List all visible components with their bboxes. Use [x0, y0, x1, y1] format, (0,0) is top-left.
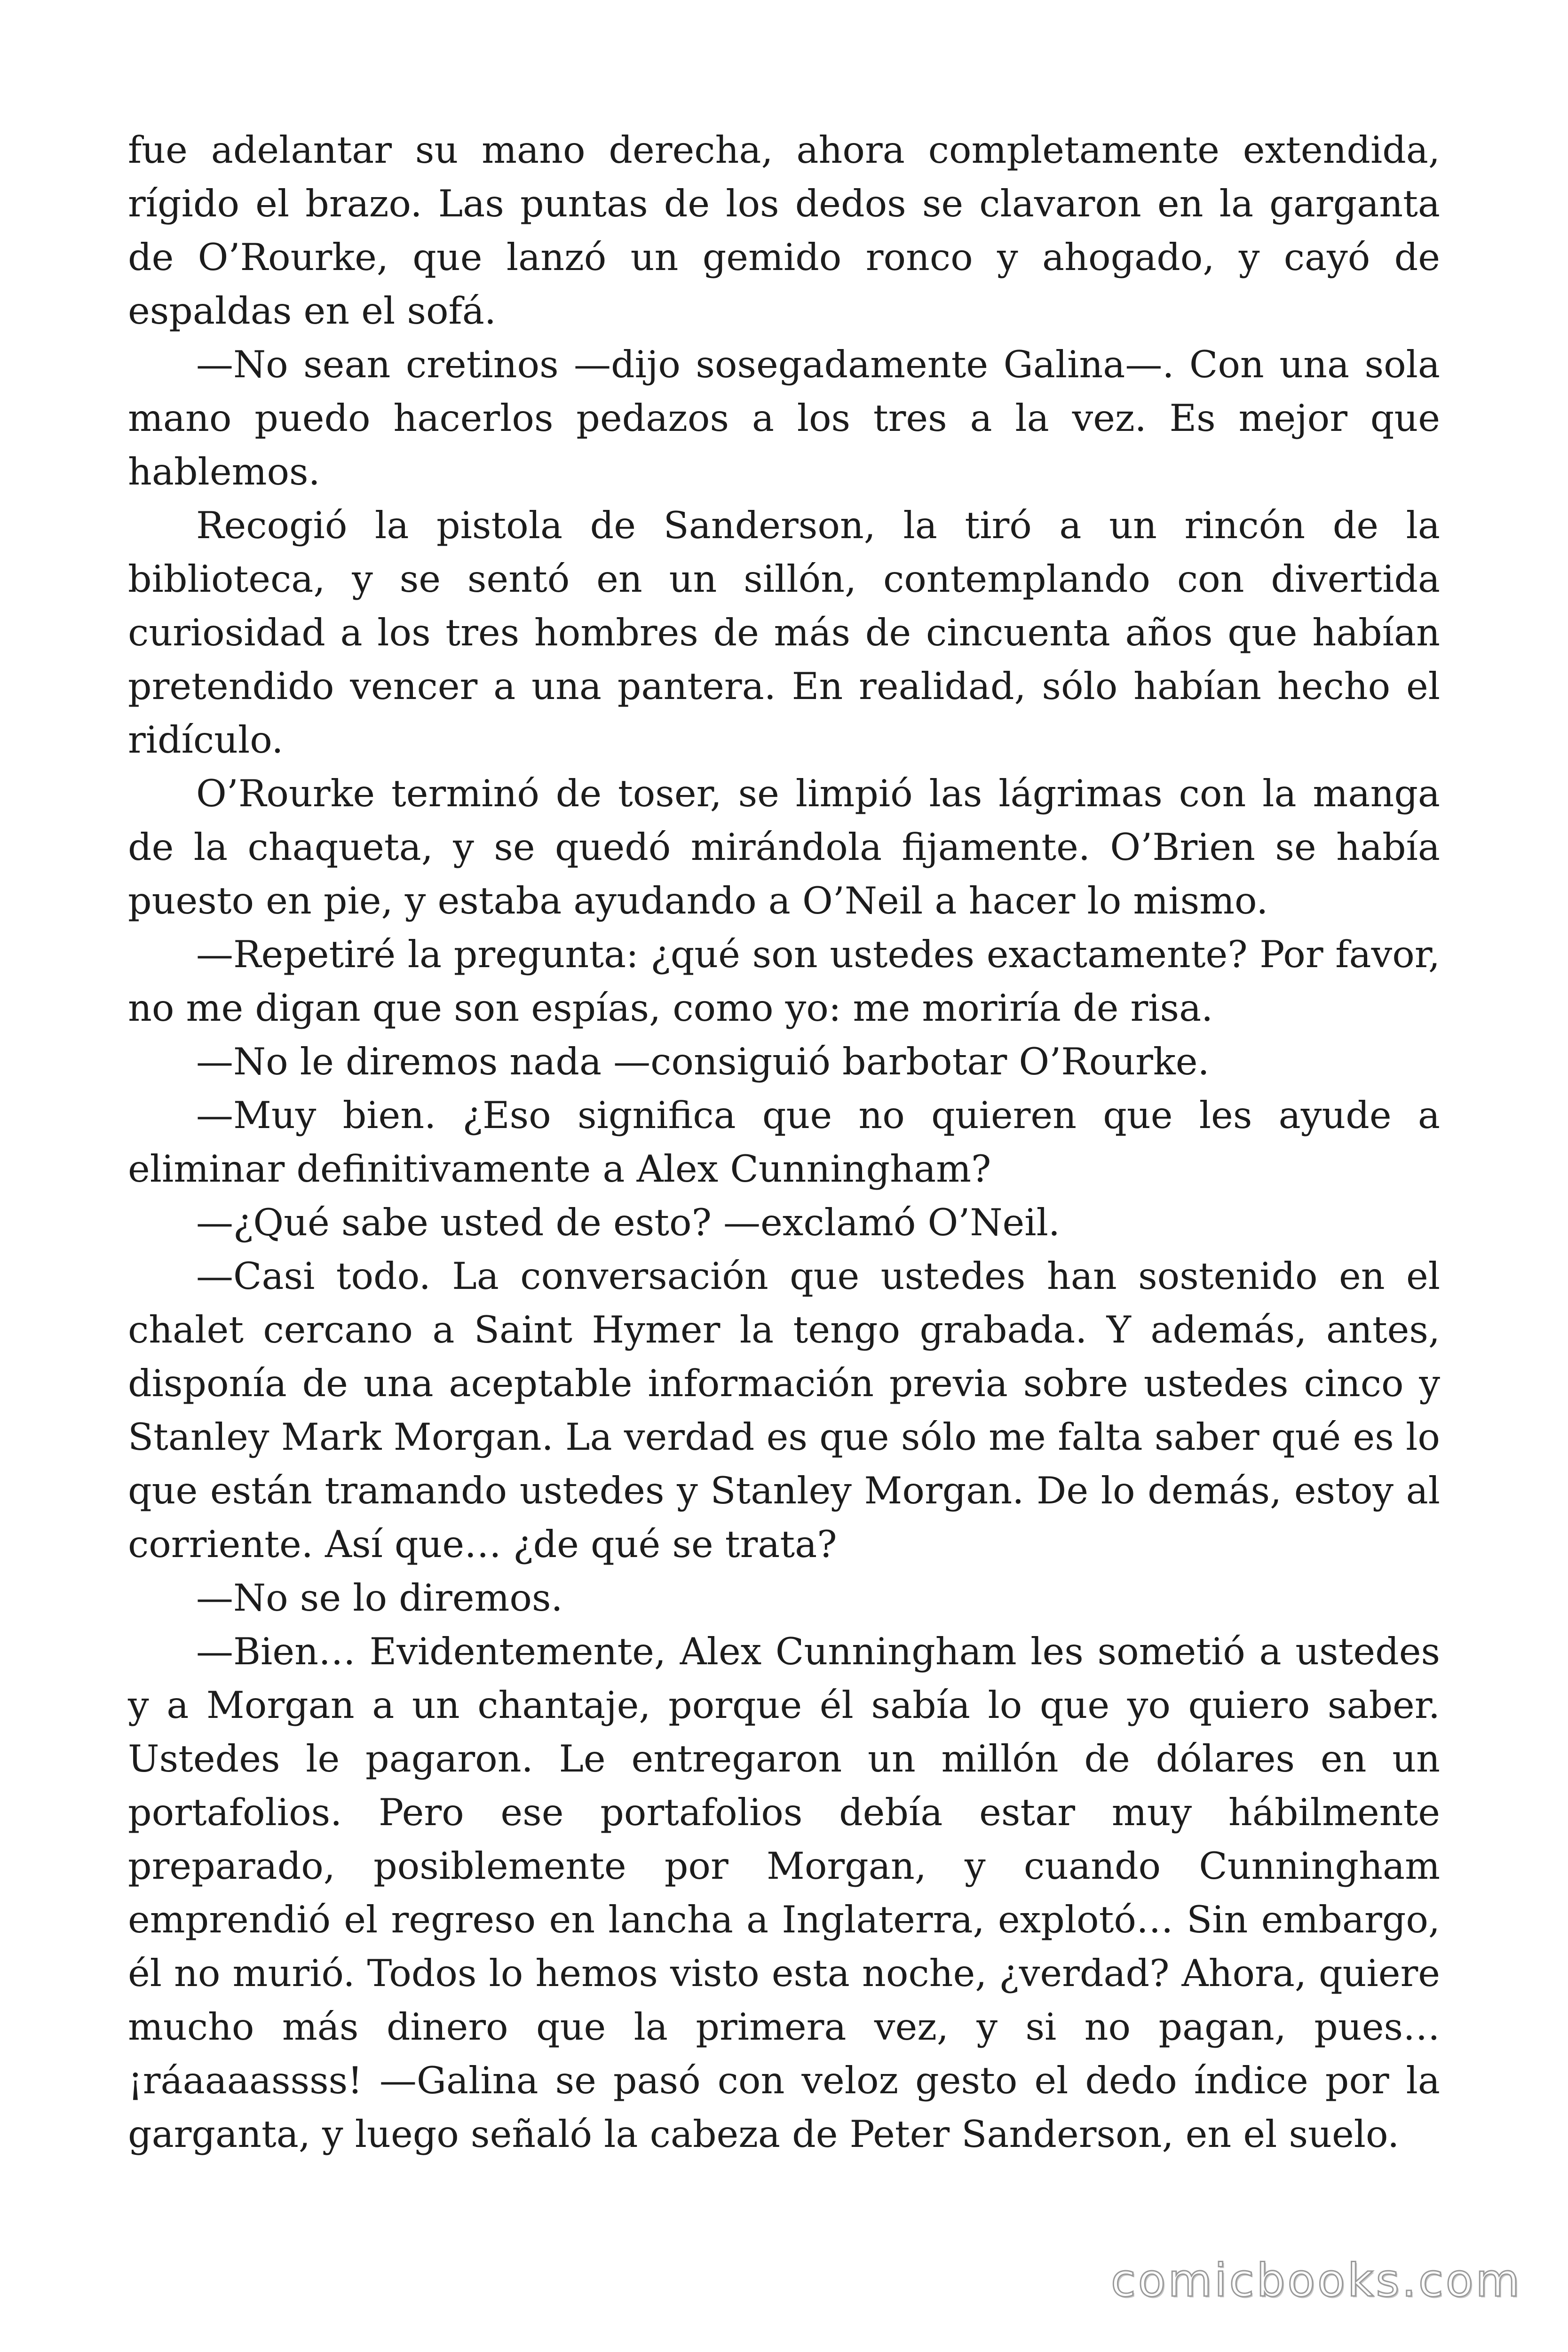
paragraph-5: —Repetiré la pregunta: ¿qué son ustedes exactamente? Por favor, no me digan que son espías, como yo: me moriría de risa.	[128, 933, 1440, 1030]
paragraph-1: fue adelantar su mano derecha, ahora completamente extendida, rígido el brazo. Las puntas de los dedos se clavaron en la garganta de O’Rourke, que lanzó un gemido ronco y ahogado, y cayó de espaldas en el sofá.	[128, 128, 1440, 333]
book-page-text	[128, 123, 1440, 2161]
paragraph-2: —No sean cretinos —dijo sosegadamente Galina—. Con una sola mano puedo hacerlos pedazos a los tres a la vez. Es mejor que hablemos.	[128, 343, 1440, 493]
paragraph-3: Recogió la pistola de Sanderson, la tiró a un rincón de la biblioteca, y se sentó en un sillón, contemplando con divertida curiosidad a los tres hombres de más de cincuenta años que habían pretendido vencer a una pantera. En realidad, sólo habían hecho el ridículo.	[128, 504, 1440, 762]
paragraph-10: —No se lo diremos.	[196, 1576, 563, 1620]
paragraph-11: —Bien… Evidentemente, Alex Cunningham les sometió a ustedes y a Morgan a un chantaje, porque él sabía lo que yo quiero saber. Ustedes le pagaron. Le entregaron un millón de dólares en un portafolios. Pero ese portafolios debía estar muy hábilmente preparado, posiblemente por Morgan, y cuando Cunningham emprendió el regreso en lancha a Inglaterra, explotó… Sin embargo, él no murió. Todos lo hemos visto esta noche, ¿verdad? Ahora, quiere mucho más dinero que la primera vez, y si no pagan, pues… ¡ráaaaassss! —Galina se pasó con veloz gesto el dedo índice por la garganta, y luego señaló la cabeza de Peter Sanderson, en el suelo.	[128, 1630, 1440, 2156]
paragraph-7: —Muy bien. ¿Eso significa que no quieren que les ayude a eliminar definitivamente a Alex Cunningham?	[128, 1094, 1440, 1191]
paragraph-8: —¿Qué sabe usted de esto? —exclamó O’Neil.	[196, 1201, 1060, 1244]
watermark: comicbooks.com	[1110, 2254, 1522, 2307]
paragraph-4: O’Rourke terminó de toser, se limpió las lágrimas con la manga de la chaqueta, y se quedó mirándola fijamente. O’Brien se había puesto en pie, y estaba ayudando a O’Neil a hacer lo mismo.	[128, 772, 1440, 922]
paragraph-9: —Casi todo. La conversación que ustedes han sostenido en el chalet cercano a Saint Hymer la tengo grabada. Y además, antes, disponía de una aceptable información previa sobre ustedes cinco y Stanley Mark Morgan. La verdad es que sólo me falta saber qué es lo que están tramando ustedes y Stanley Morgan. De lo demás, estoy al corriente. Así que… ¿de qué se trata?	[128, 1255, 1440, 1566]
paragraph-6: —No le diremos nada —consiguió barbotar O’Rourke.	[196, 1040, 1210, 1083]
